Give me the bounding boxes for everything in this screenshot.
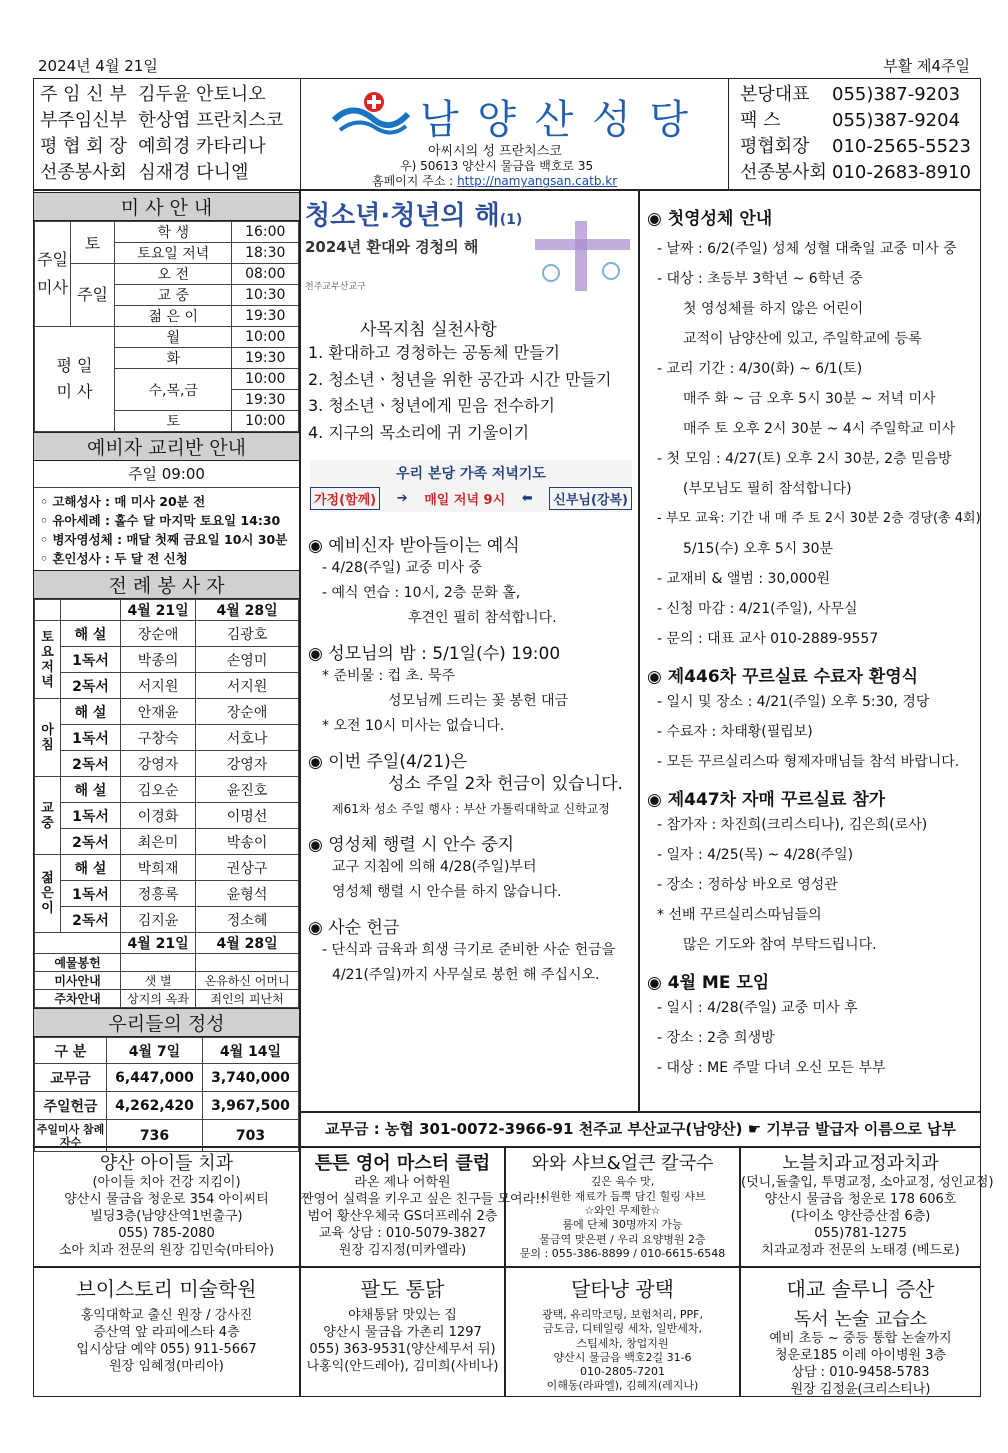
catechumen-time: 주일 09:00: [34, 461, 299, 488]
offering-value: 703: [203, 1120, 299, 1152]
youth-banner: [305, 195, 635, 295]
guideline-item: 2. 청소년ㆍ청년을 위한 공간과 시간 만들기: [308, 369, 612, 389]
minister-role: 해 설: [61, 855, 121, 881]
minister-role: 해 설: [61, 699, 121, 725]
offering-title: 우리들의 정성: [34, 1008, 299, 1037]
parish-address: 우) 50613 양산시 물금읍 백호로 35: [400, 159, 594, 173]
notice-line: - 교리 기간 : 4/30(화) ~ 6/1(토): [657, 361, 863, 377]
minister-role: 1독서: [61, 725, 121, 751]
weekday-day: 화: [115, 348, 232, 369]
mass-time: 18:30: [232, 243, 299, 264]
minister-name: 정흥록: [121, 881, 196, 907]
duty-value: [121, 954, 196, 972]
ad-title: 달타냥 광택: [571, 1277, 674, 1301]
notice-line: - 신청 마감 : 4/21(주일), 사무실: [657, 601, 858, 617]
minister-group-label: 교중: [35, 777, 61, 855]
notice-section: [647, 785, 977, 960]
prayer-right: 신부님(강복): [549, 487, 632, 510]
ad-title: 팔도 통닭: [360, 1277, 445, 1301]
ad-line: 원장 김지정(미카엘라): [338, 1242, 467, 1258]
ad-line: 깊은 육수 맛,: [590, 1175, 655, 1189]
minister-name: 박송이: [196, 829, 299, 855]
offering-value: 6,447,000: [107, 1064, 203, 1092]
weekday-time: 10:00: [232, 327, 299, 348]
notice-line: - 일시 및 장소 : 4/21(주일) 오후 5:30, 경당: [657, 694, 930, 710]
banner-subtitle: 2024년 환대와 경청의 해: [305, 238, 479, 256]
prayer-mid: 매일 저녁 9시: [424, 493, 506, 508]
minister-group-label: 젊은이: [35, 855, 61, 933]
notice-section: [647, 662, 977, 777]
ad-line: 스팀세차, 창업지원: [576, 1336, 669, 1350]
notice-line: 교구 지침에 의해 4/28(주일)부터: [332, 859, 537, 875]
notice-line: - 일자 : 4/25(목) ~ 4/28(주일): [657, 847, 854, 863]
notice-line: * 선배 꾸르실리스따님들의: [657, 907, 822, 923]
prayer-left: 가정(함께): [310, 487, 380, 510]
arrow-right-icon: ➔: [396, 491, 408, 506]
ad-line: 양산시 물금읍 백호2길 31-6: [553, 1350, 692, 1364]
minister-role: 2독서: [61, 829, 121, 855]
notice-title: ◉ 영성체 행렬 시 안수 중지: [308, 835, 515, 855]
minister-name: 윤진호: [196, 777, 299, 803]
sacrament-item: ◦ 혼인성사 : 두 달 전 신청: [40, 551, 188, 566]
minister-name: 김지윤: [121, 907, 196, 933]
minister-name: 장순애: [121, 621, 196, 647]
notice-section: [308, 639, 636, 739]
ad-line: 이해동(라파엘), 김혜지(레지나): [546, 1379, 699, 1393]
ministers-table: [34, 599, 299, 1008]
notice-line: - 대상 : ME 주말 다녀 오신 모든 부부: [657, 1060, 886, 1076]
minister-role: 2독서: [61, 907, 121, 933]
minister-role: 1독서: [61, 647, 121, 673]
ad-line: 010-2805-7201: [580, 1365, 665, 1379]
duty-label: 예물봉헌: [35, 954, 121, 972]
notice-title: ◉ 예비신자 받아들이는 예식: [308, 536, 520, 556]
ad-line: 055) 785-2080: [118, 1226, 215, 1242]
notice-line: 많은 기도와 참여 부탁드립니다.: [683, 937, 877, 953]
duty-label: 미사안내: [35, 972, 121, 990]
minister-name: 최은미: [121, 829, 196, 855]
guideline-list: [308, 340, 611, 446]
advertisement: [740, 1267, 981, 1397]
weekday-time: 10:00: [232, 411, 299, 432]
mass-name: 학 생: [115, 222, 232, 243]
minister-name: 윤형석: [196, 881, 299, 907]
minister-name: 서지원: [121, 673, 196, 699]
minister-name: 정소혜: [196, 907, 299, 933]
mass-name: 교 중: [115, 285, 232, 306]
ad-line: ☆와인 무제한☆: [584, 1203, 661, 1217]
sacrament-list: [34, 488, 299, 570]
ad-line: 교육 상담 : 010-5079-3827: [318, 1226, 487, 1242]
notice-title: ◉ 첫영성체 안내: [647, 209, 773, 229]
notice-title: ◉ 사순 헌금: [308, 918, 400, 938]
liturgical-week: 부활 제4주일: [883, 57, 970, 75]
notice-line: - 장소 : 정하상 바오로 영성관: [657, 877, 838, 893]
ad-line: 야채통닭 맛있는 집: [348, 1308, 457, 1323]
notice-line: - 교재비 & 앨범 : 30,000원: [657, 571, 831, 587]
notice-section: [308, 747, 636, 822]
notice-title: ◉ 성모님의 밤 : 5/1일(수) 19:00: [308, 644, 561, 664]
weekday-time: 19:30: [232, 348, 299, 369]
date-header: 4월 28일: [196, 600, 299, 621]
parish-logo-icon: [330, 88, 410, 146]
notice-line: - 대상 : 초등부 3학년 ~ 6학년 중: [657, 271, 863, 287]
notice-line: - 모든 꾸르실리스따 형제자매님들 참석 바랍니다.: [657, 754, 960, 770]
minister-name: 서지원: [196, 673, 299, 699]
minister-name: 김오순: [121, 777, 196, 803]
middle-notices: [308, 523, 636, 988]
minister-name: 이경화: [121, 803, 196, 829]
saturday-label: 토: [71, 222, 115, 264]
ad-line: 055) 363-9531(양산세무서 뒤): [309, 1341, 496, 1357]
minister-group-label: 토요저녁: [35, 621, 61, 699]
duty-value: 샛 별: [121, 972, 196, 990]
duty-value: 죄인의 피난처: [196, 990, 299, 1008]
ad-line: 치과교정과 전문의 노태경 (베드로): [761, 1242, 960, 1258]
sacrament-item: ◦ 병자영성체 : 매달 첫째 금요일 10시 30분: [40, 532, 288, 547]
date-header: 4월 21일: [121, 600, 196, 621]
minister-name: 이명선: [196, 803, 299, 829]
homepage-link[interactable]: http://namyangsan.catb.kr: [457, 174, 618, 188]
notice-line: 성모님께 드리는 꽃 봉헌 대금: [388, 693, 569, 709]
ad-line: 라온 제나 어학원: [354, 1175, 451, 1191]
ad-line: 물금역 맞은편 / 우리 요양병원 2층: [539, 1232, 706, 1246]
advertisement: [505, 1267, 740, 1397]
parish-patron: 아씨시의 성 프란치스코: [428, 144, 562, 159]
minister-name: 권상구: [196, 855, 299, 881]
notice-title: ◉ 제446차 꾸르실료 수료자 환영식: [647, 667, 919, 687]
notice-title: ◉ 이번 주일(4/21)은: [308, 752, 468, 772]
advertisement: [740, 1147, 994, 1267]
banner-title: 청소년·청년의 해(1): [305, 201, 523, 231]
minister-name: 강영자: [196, 751, 299, 777]
weekday-time: 19:30: [232, 390, 299, 411]
minister-role: 해 설: [61, 621, 121, 647]
sacrament-item: ◦ 고해성사 : 매 미사 20분 전: [40, 494, 206, 509]
guideline-item: 3. 청소년ㆍ청년에게 믿음 전수하기: [308, 396, 555, 415]
ad-line: (다이소 양산증산점 6층): [790, 1209, 931, 1225]
notice-line: - 4/28(주일) 교중 미사 중: [322, 560, 482, 576]
notice-line: 매주 화 ~ 금 오후 5시 30분 ~ 저녁 미사: [683, 391, 936, 407]
minister-name: 장순애: [196, 699, 299, 725]
notice-section: [308, 531, 636, 631]
minister-role: 2독서: [61, 673, 121, 699]
weekday-time: 10:00: [232, 369, 299, 390]
weekday-mass-label: 평 일 미 사: [35, 327, 115, 432]
date-header: 4월 21일: [121, 933, 196, 954]
notice-line: 첫 영성체를 하지 않은 어린이: [683, 301, 864, 317]
ad-title: 양산 아이들 치과: [99, 1153, 234, 1174]
ad-line: 양산시 물금읍 가촌리 1297: [323, 1324, 482, 1340]
notice-line: 성소 주일 2차 헌금이 있습니다.: [388, 774, 623, 794]
ad-line: 나홍익(안드레아), 김미희(사비나): [306, 1358, 499, 1374]
ad-line: 독서 논술 교습소: [793, 1309, 928, 1330]
minister-name: 안재윤: [121, 699, 196, 725]
minister-name: 손영미: [196, 647, 299, 673]
notice-section: [308, 913, 636, 988]
ad-line: (덧니,돌출입, 투명교정, 소아교정, 성인교정): [741, 1175, 994, 1191]
ad-line: 입시상담 예약 055) 911-5667: [76, 1341, 257, 1357]
evening-prayer-banner: [310, 460, 632, 512]
ad-line: 빌딩3층(남양산역1번출구): [90, 1209, 243, 1225]
notice-line: 후견인 필히 참석합니다.: [408, 610, 557, 626]
minister-name: 박희재: [121, 855, 196, 881]
right-notices: [647, 196, 981, 1083]
notice-line: - 장소 : 2층 희생방: [657, 1030, 775, 1046]
guideline-item: 4. 지구의 목소리에 귀 기울이기: [308, 422, 530, 442]
weekday-day: 토: [115, 411, 232, 432]
ad-title: 튼튼 영어 마스터 클럽: [314, 1153, 491, 1174]
ad-title: 와와 샤브&얼큰 칼국수: [531, 1153, 714, 1174]
notice-line: - 일시 : 4/28(주일) 교중 미사 후: [657, 1000, 858, 1016]
notice-line: - 단식과 금육과 희생 극기로 준비한 사순 헌금을: [322, 942, 616, 958]
notice-line: * 준비물 : 컵 초. 묵주: [322, 668, 456, 684]
offering-header: 4월 7일: [107, 1038, 203, 1064]
notice-line: - 첫 모임 : 4/27(토) 오후 2시 30분, 2층 믿음방: [657, 451, 952, 467]
notice-line: 교적이 남양산에 있고, 주일학교에 등록: [683, 331, 922, 347]
staff-list: [40, 82, 283, 186]
notice-section: [647, 968, 977, 1083]
minister-name: 김광호: [196, 621, 299, 647]
notice-line: * 오전 10시 미사는 없습니다.: [322, 718, 505, 734]
notice-line: - 날짜 : 6/2(주일) 성체 성혈 대축일 교중 미사 중: [657, 241, 957, 257]
ad-line: 짠영어 실력을 키우고 싶은 친구들 모여라!!: [301, 1192, 546, 1208]
guideline-title: 사목지침 실천사항: [360, 320, 497, 340]
bulletin-date: 2024년 4월 21일: [38, 57, 158, 75]
duty-value: [196, 954, 299, 972]
notice-title: ◉ 제447차 자매 꾸르실료 참가: [647, 790, 886, 810]
contact-list: [740, 82, 971, 186]
ad-line: 상담 : 010-9458-5783: [791, 1365, 930, 1381]
notice-line: - 부모 교육: 기간 내 매 주 토 2시 30분 2층 경당(총 4회): [657, 511, 981, 526]
mass-title: 미 사 안 내: [34, 192, 299, 221]
mass-schedule-table: [34, 221, 299, 432]
advertisement: [33, 1147, 300, 1267]
mass-name: 토요일 저녁: [115, 243, 232, 264]
contact-row: 선종봉사회 010-2683-8910: [740, 162, 971, 183]
tithe-account: 교무금 : 농협 301-0072-3966-91 천주교 부산교구(남양산) ☛ 기부금 발급자 이름으로 납부: [300, 1112, 981, 1147]
mass-time: 16:00: [232, 222, 299, 243]
offering-value: 736: [107, 1120, 203, 1152]
notice-line: 매주 토 오후 2시 30분 ~ 4시 주일학교 미사: [683, 421, 956, 437]
guideline-item: 1. 환대하고 경청하는 공동체 만들기: [308, 343, 560, 362]
minister-role: 1독서: [61, 803, 121, 829]
notice-line: 5/15(수) 오후 5시 30분: [683, 541, 834, 557]
advertisement: [505, 1147, 740, 1267]
mass-name: 젊 은 이: [115, 306, 232, 327]
ad-line: 양산시 물금읍 청운로 354 아이씨티: [64, 1192, 269, 1208]
notice-line: 영성체 행렬 시 안수를 하지 않습니다.: [332, 884, 562, 900]
minister-role: 1독서: [61, 881, 121, 907]
ad-line: 증산역 앞 라피에스타 4층: [93, 1324, 240, 1340]
date-header: 4월 28일: [196, 933, 299, 954]
advertisement: [300, 1267, 505, 1397]
offering-header: 4월 14일: [203, 1038, 299, 1064]
weekday-day: 월: [115, 327, 232, 348]
mass-time: 19:30: [232, 306, 299, 327]
homepage-line: 홈페이지 주소 : http://namyangsan.catb.kr: [372, 174, 618, 188]
sunday-label: 주일: [71, 264, 115, 327]
notice-section: [647, 204, 981, 654]
ad-line: 양산시 물금읍 청운로 178 606호: [764, 1192, 957, 1208]
notice-line: (부모님도 필히 참석합니다): [683, 481, 852, 497]
parish-name: 남 양 산 성 당: [420, 97, 692, 143]
minister-role: 해 설: [61, 777, 121, 803]
ad-line: 055)781-1275: [814, 1226, 907, 1242]
ad-title: 브이스토리 미술학원: [76, 1277, 257, 1301]
catechumen-title: 예비자 교리반 안내: [34, 432, 299, 461]
contact-row: 팩 스 055)387-9204: [740, 110, 961, 131]
minister-name: 서호나: [196, 725, 299, 751]
offering-table: [34, 1037, 299, 1152]
weekday-day: 수,목,금: [115, 369, 232, 411]
prayer-title: 우리 본당 가족 저녁기도: [396, 466, 546, 482]
notice-line: 제61차 성소 주일 행사 : 부산 가톨릭대학교 신학교정: [332, 802, 610, 816]
sacrament-item: ◦ 유아세례 : 홀수 달 마지막 토요일 14:30: [40, 513, 281, 528]
staff-row: 주 임 신 부 김두윤 안토니오: [40, 84, 266, 105]
offering-header: 구 분: [35, 1038, 107, 1064]
ad-line: 청운로185 이레 아이병원 3층: [774, 1348, 947, 1364]
notice-line: 4/21(주일)까지 사무실로 봉헌 해 주십시오.: [332, 967, 600, 983]
ministers-title: 전 례 봉 사 자: [34, 570, 299, 599]
staff-row: 선종봉사회 심재경 다니엘: [40, 162, 249, 183]
duty-value: 온유하신 어머니: [196, 972, 299, 990]
ad-line: 소아 치과 전문의 원장 김민숙(마티아): [58, 1242, 275, 1258]
ad-line: 범어 황산우체국 GS더프레쉬 2층: [307, 1209, 498, 1225]
ad-line: 원장 김정윤(크리스티나): [790, 1382, 931, 1398]
ad-line: 광택, 유리막코팅, 보험처리, PPF,: [542, 1308, 703, 1321]
ad-line: 예비 초등 ~ 중등 통합 논술까지: [769, 1331, 952, 1347]
staff-row: 평 협 회 장 예희경 카타리나: [40, 136, 266, 157]
arrow-left-icon: ⬅: [521, 491, 533, 506]
notice-section: [308, 830, 636, 905]
mass-name: 오 전: [115, 264, 232, 285]
ad-line: 룸에 단체 30명까지 가능: [562, 1218, 683, 1232]
ad-title: 대교 솔루니 증산: [786, 1277, 935, 1301]
minister-role: 2독서: [61, 751, 121, 777]
notice-line: - 문의 : 대표 교사 010-2889-9557: [657, 631, 879, 647]
duty-value: 상지의 옥좌: [121, 990, 196, 1008]
offering-label: 주일미사 참례자수: [35, 1120, 107, 1152]
advertisement: [300, 1147, 546, 1267]
notice-title: ◉ 4월 ME 모임: [647, 973, 770, 993]
offering-value: 4,262,420: [107, 1092, 203, 1120]
notice-line: - 수료자 : 차태황(필립보): [657, 724, 813, 740]
staff-row: 부주임신부 한상엽 프란치스코: [40, 110, 284, 131]
ad-line: 시원한 재료가 듬뿍 담긴 힐링 샤브: [539, 1189, 706, 1203]
cross-art-icon: [515, 221, 635, 291]
ad-line: (아이들 치아 건강 지킴이): [92, 1175, 241, 1191]
notice-line: - 예식 연습 : 10시, 2층 문화 홀,: [322, 585, 521, 601]
banner-org: 천주교부산교구: [305, 282, 366, 292]
offering-label: 주일헌금: [35, 1092, 107, 1120]
sunday-mass-label: 주일미사: [35, 222, 71, 327]
ad-line: 문의 : 055-386-8899 / 010-6615-6548: [519, 1246, 726, 1260]
ad-title: 노블치과교정과치과: [782, 1153, 939, 1174]
ad-line: 원장 임혜정(마리아): [109, 1358, 224, 1374]
offering-value: 3,967,500: [203, 1092, 299, 1120]
advertisement: [33, 1267, 300, 1397]
minister-name: 강영자: [121, 751, 196, 777]
ad-line: 금도금, 디테일링 세차, 일반세차,: [542, 1322, 703, 1336]
minister-group-label: 아침: [35, 699, 61, 777]
offering-label: 교무금: [35, 1064, 107, 1092]
contact-row: 평협회장 010-2565-5523: [740, 136, 971, 157]
minister-name: 박종의: [121, 647, 196, 673]
notice-line: - 참가자 : 차진희(크리스티나), 김은희(로사): [657, 817, 928, 833]
mass-time: 08:00: [232, 264, 299, 285]
contact-row: 본당대표 055)387-9203: [740, 84, 961, 105]
offering-value: 3,740,000: [203, 1064, 299, 1092]
duty-label: 주차안내: [35, 990, 121, 1008]
minister-name: 구창숙: [121, 725, 196, 751]
mass-time: 10:30: [232, 285, 299, 306]
ad-line: 홍익대학교 출신 원장 / 강사진: [80, 1308, 253, 1323]
